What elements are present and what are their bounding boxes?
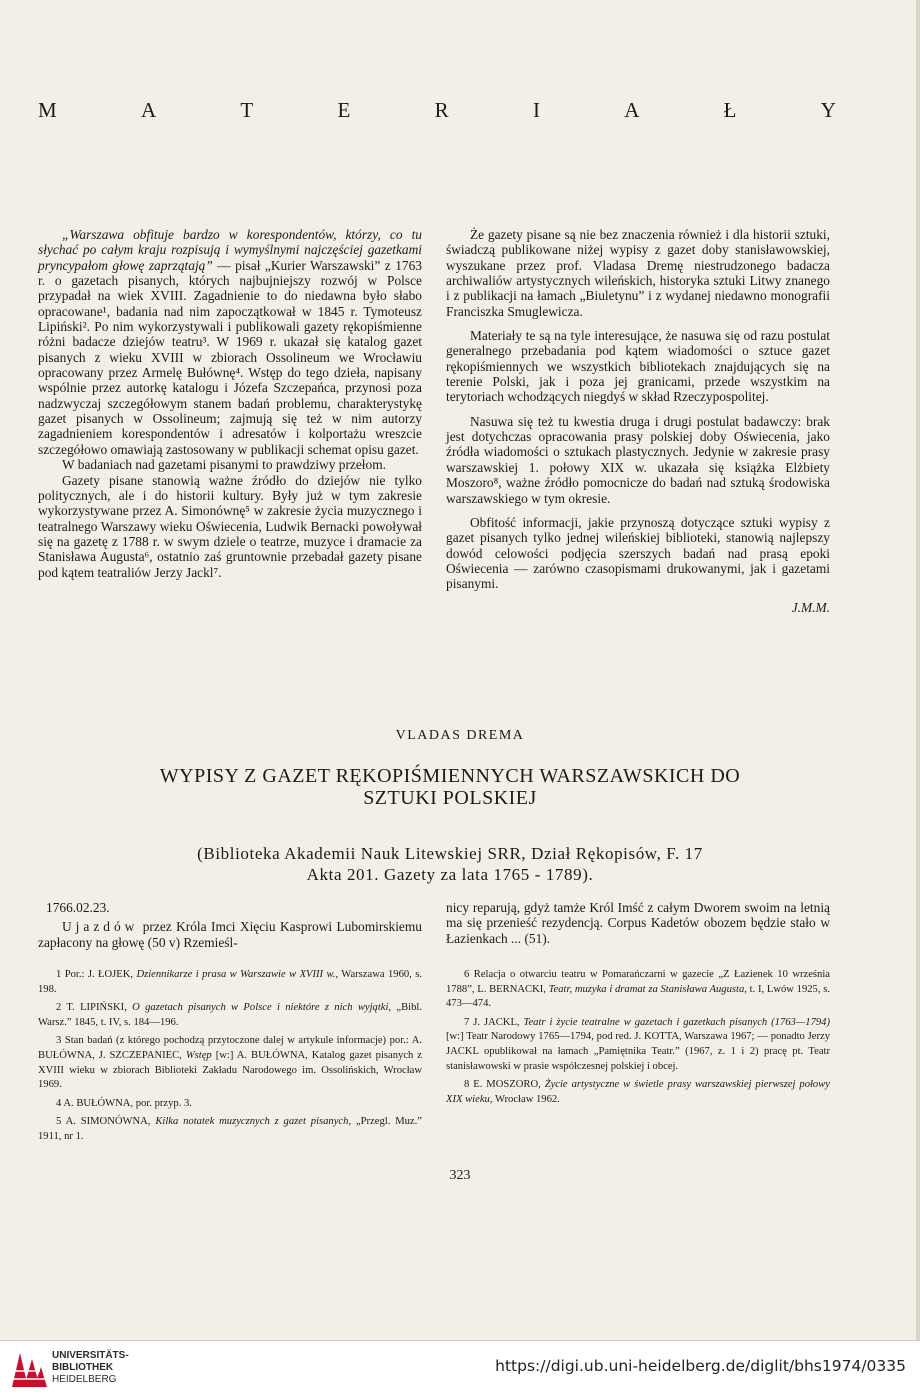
section-header (38, 98, 838, 124)
footnote (446, 1016, 830, 1074)
footnote-title: Kilka notatek muzycznych z gazet pisanych (155, 1116, 349, 1128)
library-name-line: BIBLIOTHEK (52, 1362, 114, 1373)
footnote-text: [w:] Teatr Narodowy 1765—1794, pod red. J. KOTTA, Warszawa 1967; — ponadto Jerzy JACKL opublikował na łamach „Pamiętnika Teatr.” (1967, z. 1 i 2) pracę pt. Teatr stanisławowski w prasie współczesnej polskiej i obcej. (446, 1031, 830, 1072)
quote: „Warszawa obfituje bardzo w korespondentów, którzy, co tu słychać po całym kraju rozpisują i wymyślnymi najczęściej gazetkami pryncypałom głowę zaprzątają” (38, 227, 422, 273)
footnote-text: T. LIPIŃSKI, (66, 1002, 133, 1014)
footnote-title: Dziennikarze i prasa w Warszawie w XVIII w. (136, 969, 336, 980)
page-number: 323 (449, 1168, 471, 1183)
footnote-title: Teatr i życie teatralne w gazetach i gazetkach pisanych (1763—1794) (523, 1016, 830, 1028)
header-letter: R (434, 98, 451, 122)
footnote-title: O gazetach pisanych w Polsce i niektóre z nich wyjątki (132, 1002, 389, 1014)
footnote-number: 7 (464, 1016, 470, 1028)
header-letter: A (140, 98, 159, 122)
footnote-text: , „Bibl. Warsz.” 1845, t. IV, s. 184—196. (38, 1002, 422, 1028)
header-letter: A (624, 98, 642, 122)
footnote-title: Wstęp (185, 1049, 212, 1061)
right-column (446, 227, 830, 615)
footnote-text: A. SIMONÓWNA, (65, 1116, 156, 1128)
footnote (38, 1115, 422, 1144)
article-author: VLADAS DREMA (395, 728, 525, 743)
title-line: SZTUKI POLSKIEJ (363, 787, 537, 809)
viewer-footer (0, 1340, 920, 1398)
footnote-text: J. JACKL, (473, 1016, 524, 1028)
entry-date: 1766.02.23. (46, 900, 110, 915)
footnote-number: 8 (464, 1079, 470, 1091)
library-name-line: UNIVERSITÄTS- (52, 1350, 129, 1361)
spaced-word: Ujazdów (62, 919, 139, 935)
entry-text: nicy reparują, gdyż tamże Król Imść z całym Dworem swoim na letnią ma się przenieść rezydencją. Corpus Kadetów obozem będzie stało w Łazienkach ... (51). (446, 900, 830, 946)
library-name[interactable] (52, 1350, 129, 1386)
paragraph: Nasuwa się też tu kwestia druga i drugi postulat badawczy: brak jest dotychczas opracowania prasy polskiej doby Oświecenia, jako źródła wiadomości o sztukach plastycznych. Jedynie w zakresie prasy warszawskiej 1. połowy XIX w. ukazała się książka Elżbiety Moszoro⁸, ważne źródło pomocnicze do badań nad sztuką środowiska warszawskiego w tym okresie. (446, 413, 830, 506)
entry-text-body: przez Króla Imci Xięciu Kasprowi Lubomirskiemu zapłacony na głowę (50 v) Rzemieśl- (38, 919, 422, 950)
page-edge (916, 0, 920, 1340)
footnotes-right (446, 968, 830, 1111)
subtitle-line: (Biblioteka Akademii Nauk Litewskiej SRR, Dział Rękopisów, F. 17 (197, 844, 703, 863)
header-letter: Y (820, 98, 838, 122)
paragraph: Że gazety pisane są nie bez znaczenia również i dla historii sztuki, świadczą publikowane niżej wypisy z gazet doby stanisławowskiej, wyszukane przez prof. Vladasa Dremę niestrudzonego badacza archiwaliów artystycznych wileńskich, historyka sztuki Litwy znanego i z publikacji na łamach „Biuletynu” i z wydanej niedawno monografii Franciszka Smuglewicza. (446, 227, 830, 319)
left-column (38, 227, 422, 580)
paragraph: Materiały te są na tyle interesujące, że nasuwa się od razu postulat generalnego przebadania pod kątem wiadomości o sztuce gazet rękopiśmiennych we wszystkich bibliotekach znajdujących się na terenie Polski, jak i poza jej granicami, przede wszystkim na terytoriach wchodzących niegdyś w skład Rzeczypospolitej. (446, 328, 830, 405)
footnote-text: , Wrocław 1962. (489, 1093, 560, 1105)
footnote (38, 1034, 422, 1092)
article-title (60, 765, 840, 809)
paragraph (38, 473, 422, 580)
footnote (446, 968, 830, 1012)
footnote-number: 2 (56, 1002, 62, 1014)
entry-left (38, 900, 422, 950)
footnote (38, 968, 422, 997)
university-library-logo-icon[interactable] (10, 1349, 48, 1389)
footnote-number: 1 (56, 969, 62, 980)
header-letter: Ł (723, 98, 739, 122)
footnote-text: , „Przegl. Muz.” 1911, nr 1. (38, 1116, 422, 1142)
footnotes-left (38, 968, 422, 1149)
footnote (38, 1001, 422, 1030)
permalink-url[interactable]: https://digi.ub.uni-heidelberg.de/diglit/bhs1974/0335 (495, 1357, 906, 1375)
footnote-title: Teatr, muzyka i dramat za Stanisława Augusta (548, 983, 745, 995)
paragraph-text: — pisał „Kurier Warszawski” z 1763 r. o gazetach pisanych, których najbujniejszy rozwój w Polsce przypadał na wiek XVIII. Zagadnienie to do niedawna było słabo opracowane¹, badania nad nim zapoczątkował w 1845 r. Tymoteusz Lipiński². Po nim wykorzystywali i publikowali gazety rękopiśmienne różni badacze dziejów teatru³. W 1969 r. ukazał się katalog gazet pisanych z wieku XVIII w zbiorach Ossolineum we Wrocławiu opracowany przez Armelę Bułównę⁴. Wstęp do tego dzieła, napisany wspólnie przez autorkę katalogu i Józefa Szczepańca, przynosi poza nadzwyczaj szczegółowym stanem badań problemu, charakterystykę gazet pisanych w Ossolineum; zajmują się też w nim autorzy zagadnieniem korespondentów i adresatów i kolportażu wreszcie szczegółowo omawiają zastosowany w publikacji schemat opisu gazet. (38, 257, 422, 457)
footnote-text: [w:] A. BUŁÓWNA, Katalog gazet pisanych z XVIII wieku w zbiorach Biblioteki Zakładu Narodowego im. Ossolińskich, Wrocław 1969. (38, 1049, 422, 1091)
footnote-text: A. BUŁÓWNA, por. przyp. 3. (63, 1097, 192, 1109)
header-letter: I (532, 98, 542, 122)
paragraph (38, 457, 422, 472)
footnote-title: Życie artystyczne w świetle prasy warszawskiej pierwszej połowy XIX wieku (446, 1079, 830, 1105)
footnote-text: E. MOSZORO, (473, 1079, 545, 1091)
footnote (38, 1097, 422, 1112)
footnote (446, 1078, 830, 1107)
paragraph: Obfitość informacji, jakie przynoszą dotyczące sztuki wypisy z gazet pisanych tylko jednej wileńskiej biblioteki, stanowią najlepszy dowód celowości podjęcia szerszych badań nad prasą epoki Oświecenia — zarówno czasopismami drukowanymi, jak i gazetami pisanymi. (446, 514, 830, 592)
footnote-number: 4 (56, 1097, 62, 1109)
footnote-number: 6 (464, 969, 470, 980)
footnote-text: , t. I, Lwów 1925, s. 473—474. (446, 983, 830, 1010)
header-letter: E (337, 98, 353, 122)
header-letter: M (38, 98, 59, 122)
footnote-text: , Warszawa 1960, s. 198. (38, 969, 422, 995)
paragraph-text: Gazety pisane stanowią ważne źródło do dziejów nie tylko politycznych, ale i do historii kultury. Były już w tym zakresie wykorzystywane przez A. Simonównę⁵ w zakresie życia muzycznego i teatralnego Warszawy wieku Oświecenia, Ludwik Bernacki powoływał się na gazetę z 1788 r. w swym dziele o teatrze, muzyce i dramacie za Stanisława Augusta⁶, ostatnio zaś gruntownie przebadał gazety pisane pod kątem teatraliów Jerzy Jackl⁷. (38, 472, 422, 580)
footnote-number: 3 (56, 1035, 62, 1047)
title-line: WYPISY Z GAZET RĘKOPIŚMIENNYCH WARSZAWSKICH DO (159, 765, 741, 787)
header-letter: T (240, 98, 256, 122)
subtitle-line: Akta 201. Gazety za lata 1765 - 1789). (306, 865, 594, 884)
footnote-number: 5 (56, 1116, 62, 1128)
footnote-text: Por.: J. ŁOJEK, (64, 969, 137, 980)
entry-right (446, 900, 830, 946)
footnote-text: Relacja o otwarciu teatru w Pomarańczarni w gazecie „Z Łazienek 10 września 1788”, L. BERNACKI, (446, 969, 830, 995)
signature: J.M.M. (791, 599, 830, 615)
paragraph (38, 227, 422, 457)
entry-text (38, 919, 422, 950)
article-subtitle (60, 843, 840, 885)
footnote-text: Stan badań (z którego pochodzą przytoczone dalej w artykule informacje) por.: A. BUŁÓWNA, J. SZCZEPANIEC, (38, 1035, 423, 1061)
paragraph-text: W badaniach nad gazetami pisanymi to prawdziwy przełom. (62, 457, 386, 473)
library-name-line: HEIDELBERG (52, 1374, 117, 1385)
